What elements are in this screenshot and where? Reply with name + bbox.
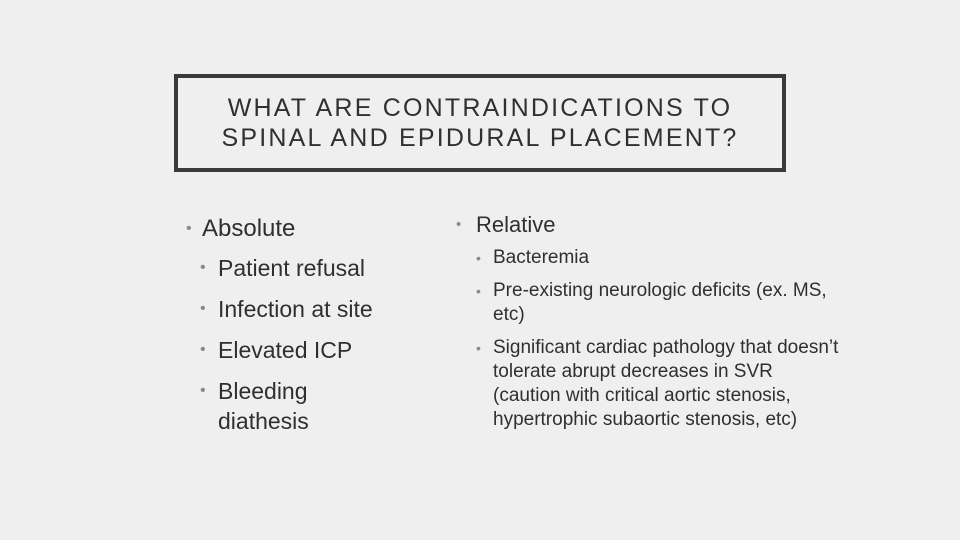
list-item <box>186 335 426 365</box>
list-item-text: Bacteremia <box>493 247 590 268</box>
title-box <box>174 74 786 172</box>
bullet-icon: • <box>200 300 206 317</box>
bullet-icon: • <box>476 340 481 356</box>
list-item-text: Bleeding diathesis <box>218 378 309 434</box>
relative-heading: Relative <box>476 212 556 237</box>
list-item <box>456 246 856 270</box>
bullet-icon: • <box>476 283 481 299</box>
list-item <box>456 279 856 327</box>
absolute-column <box>186 212 426 447</box>
list-item <box>456 336 843 432</box>
list-item-text: Patient refusal <box>218 255 366 281</box>
list-item-text: Pre-existing neurologic deficits (ex. MS, etc) <box>493 280 827 325</box>
list-item <box>186 294 426 324</box>
slide-title-line-1: WHAT ARE CONTRAINDICATIONS TO <box>227 94 733 122</box>
bullet-icon: • <box>200 341 206 358</box>
bullet-icon: • <box>476 250 481 266</box>
list-item <box>186 253 426 283</box>
bullet-icon: • <box>456 216 462 233</box>
absolute-heading: Absolute <box>202 215 296 242</box>
list-item-text: Infection at site <box>218 296 373 322</box>
slide-title-line-2: SPINAL AND EPIDURAL PLACEMENT? <box>221 124 739 152</box>
bullet-icon: • <box>200 382 206 399</box>
bullet-icon: • <box>186 220 192 237</box>
absolute-heading-item <box>186 212 426 246</box>
list-item <box>186 376 368 436</box>
relative-heading-item <box>456 210 856 240</box>
list-item-text: Elevated ICP <box>218 337 353 363</box>
list-item-text: Significant cardiac pathology that doesn’t tolerate abrupt decreases in SVR (caution with critical aortic stenosis, hypertrophic subaortic stenosis, etc) <box>493 337 839 430</box>
relative-column <box>456 210 856 441</box>
bullet-icon: • <box>200 259 206 276</box>
